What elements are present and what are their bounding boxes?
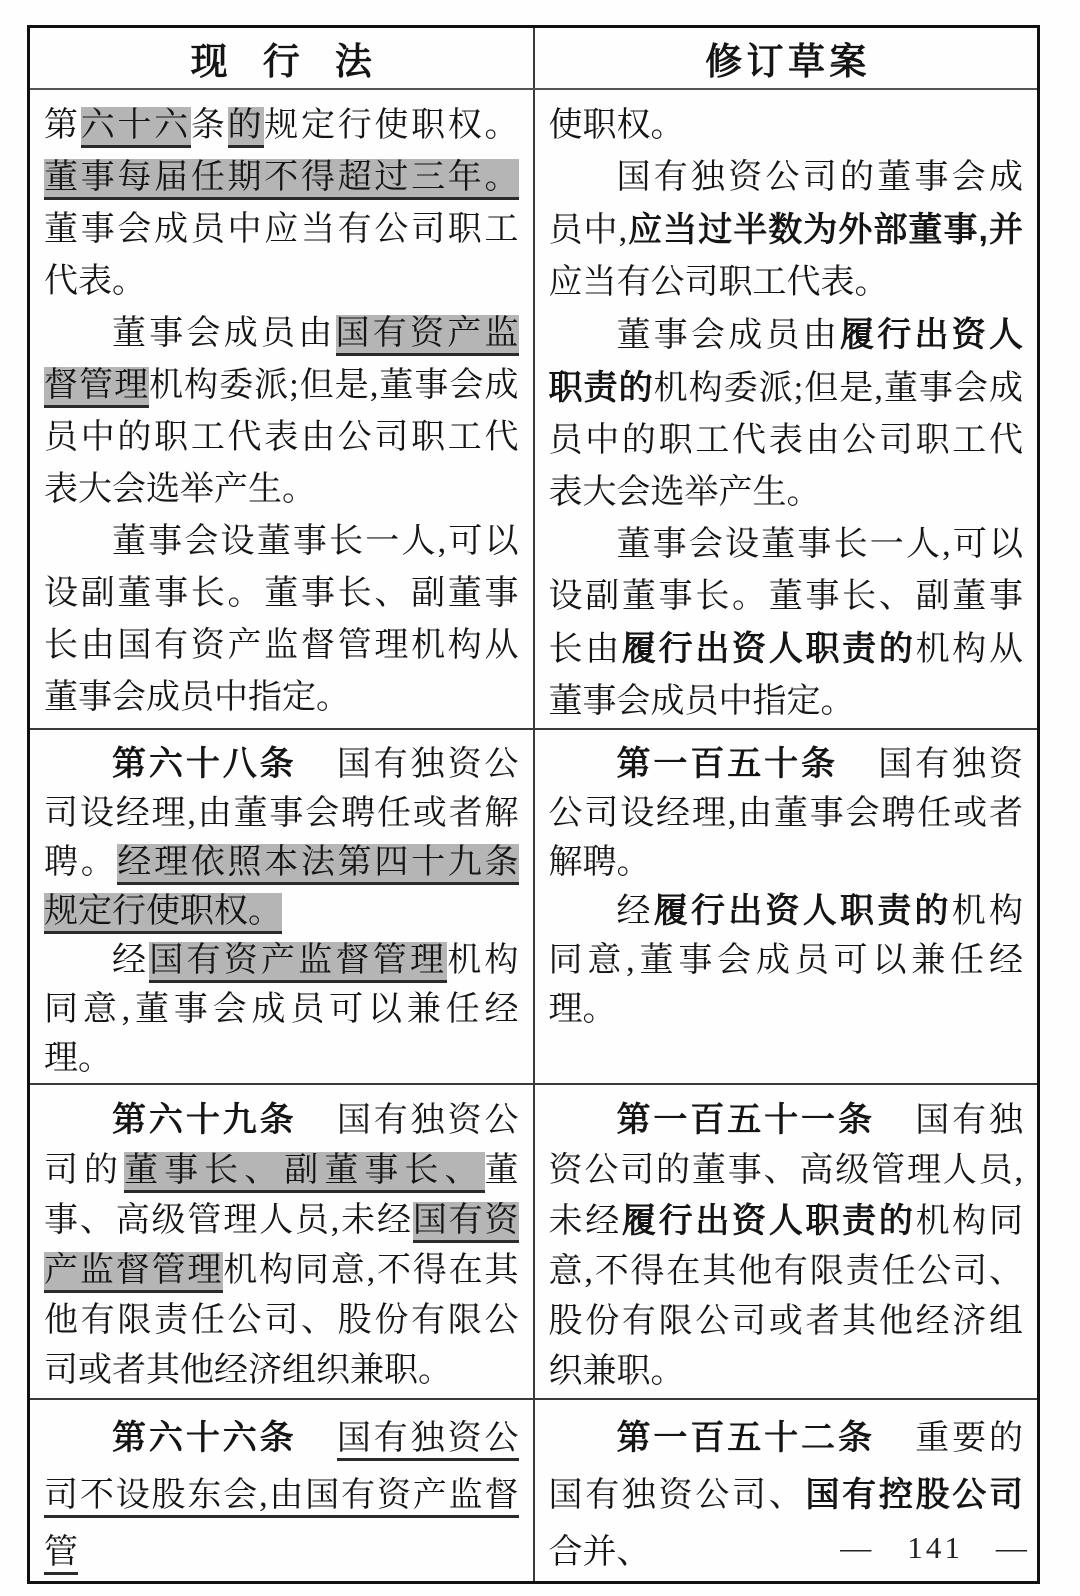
table-row-1	[29, 89, 1039, 729]
text-run-normal: 重要的国有独资公司、	[548, 1419, 1024, 1514]
text-run-normal: 规定行使职权。	[264, 106, 519, 144]
text-run-normal: 合并、	[548, 1533, 651, 1571]
text-run-normal: 董事会成员由	[112, 314, 336, 352]
text-run-del: 国有资产监督管理	[149, 942, 447, 983]
text-run-del: 的	[228, 107, 265, 148]
cell-current-law-row-3	[29, 1084, 534, 1399]
text-run-del: 董事长、副董事长、	[124, 1152, 484, 1193]
cell-revised-draft-row-2	[534, 729, 1039, 1084]
text-run-del: 董事每届任期不得超过三年。	[44, 159, 519, 200]
text-run-del: 国有资产监督管理	[44, 1202, 519, 1293]
paragraph	[549, 519, 1024, 728]
text-run-normal: 经	[616, 892, 654, 930]
text-run-normal: 国有独资公司设经理,由董事会聘任或者解聘。	[548, 745, 1024, 881]
text-run-normal: 机构从董事会成员中指定。	[548, 630, 1024, 720]
text-run-normal: 国有独资公司的	[44, 1101, 519, 1189]
paragraph	[549, 152, 1024, 309]
text-run-normal: 国有独资公司设经理,由董事会聘任或者解聘。	[44, 745, 519, 881]
text-run-art: 第六十八条	[112, 744, 297, 783]
text-run-art: 第一百五十二条	[616, 1418, 875, 1457]
paragraph	[44, 516, 519, 724]
text-run-normal: 机构同意,不得在其他有限责任公司、股份有限公司或者其他经济组织兼职。	[548, 1202, 1024, 1390]
text-run-normal: 董事会成员由	[616, 316, 840, 354]
table-row-3	[29, 1084, 1039, 1399]
text-run-add: 履行出资人职责的	[621, 1201, 916, 1240]
column-header-current-law: 现行法	[29, 27, 534, 89]
text-run-add: 履行出资人职责的	[621, 629, 916, 668]
text-run-ul: 国有独资公司不设股东会,由国有资产监督管	[44, 1420, 519, 1575]
text-run-normal: 应当有公司职工代表。	[548, 263, 889, 301]
text-run-art: 第一百五十条	[616, 744, 838, 783]
text-run-normal: 国有独资公司的董事会成员中,	[548, 158, 1023, 249]
paragraph	[549, 1095, 1024, 1397]
text-run-normal: 机构同意,董事会成员可以兼任经理。	[548, 892, 1023, 1028]
cell-current-law-row-4	[29, 1399, 534, 1583]
text-run-normal: 董事、高级管理人员,未经	[44, 1151, 519, 1239]
paragraph	[44, 1410, 519, 1581]
cell-current-law-row-2	[29, 729, 534, 1084]
text-run-normal	[300, 1420, 337, 1457]
text-run-normal: 第	[44, 106, 81, 144]
text-run-normal: 董事会成员中应当有公司职工代表。	[44, 210, 519, 300]
table-body	[29, 89, 1039, 1583]
text-run-art: 第一百五十一条	[616, 1100, 875, 1139]
text-run-add: 履行出资人职责的	[653, 891, 952, 930]
text-run-normal: 机构同意,董事会成员可以兼任经理。	[44, 941, 519, 1077]
table-row-2	[29, 729, 1039, 1084]
cell-current-law-row-1	[29, 89, 534, 729]
text-run-del: 国有资产监督管理	[44, 315, 519, 408]
text-run-normal: 使职权。	[548, 106, 685, 144]
paragraph	[44, 100, 519, 308]
cell-revised-draft-row-1	[534, 89, 1039, 729]
text-run-art: 第六十六条	[112, 1418, 297, 1457]
page-number: — 141 —	[840, 1530, 1030, 1565]
text-run-del: 六十六	[81, 107, 191, 148]
text-run-art: 第六十九条	[112, 1100, 297, 1139]
text-run-add: 国有控股公司	[805, 1475, 1024, 1514]
paragraph	[44, 1095, 519, 1396]
table-header	[29, 27, 1039, 89]
law-comparison-table	[27, 25, 1040, 1584]
paragraph	[549, 309, 1024, 519]
text-run-normal: 条	[190, 106, 228, 144]
paragraph	[549, 740, 1024, 887]
text-run-normal: 经	[112, 941, 150, 979]
text-run-normal: 机构同意,不得在其他有限责任公司、股份有限公司或者其他经济组织兼职。	[44, 1251, 519, 1389]
paragraph	[549, 887, 1024, 1034]
paragraph	[44, 936, 519, 1083]
paragraph	[549, 100, 1024, 152]
column-header-revised-draft: 修订草案	[534, 27, 1039, 89]
text-run-normal: 机构委派;但是,董事会成员中的职工代表由公司职工代表大会选举产生。	[44, 366, 519, 508]
text-run-normal: 董事会设董事长一人,可以设副董事长。董事长、副董事长由国有资产监督管理机构从董事会成员中指定。	[44, 522, 519, 716]
text-run-normal: 机构委派;但是,董事会成员中的职工代表由公司职工代表大会选举产生。	[548, 369, 1024, 511]
paragraph	[44, 308, 519, 516]
text-run-del: 经理依照本法第四十九条规定行使职权。	[44, 844, 519, 934]
text-run-add: 应当过半数为外部董事,并	[627, 210, 1023, 249]
text-run-add: 履行出资人职责的	[548, 315, 1023, 407]
cell-revised-draft-row-3	[534, 1084, 1039, 1399]
text-run-normal: 国有独资公司的董事、高级管理人员,未经	[548, 1101, 1024, 1240]
header-row	[29, 27, 1039, 89]
paragraph	[44, 740, 519, 936]
text-run-normal: 董事会设董事长一人,可以设副董事长。董事长、副董事长由	[548, 525, 1023, 668]
